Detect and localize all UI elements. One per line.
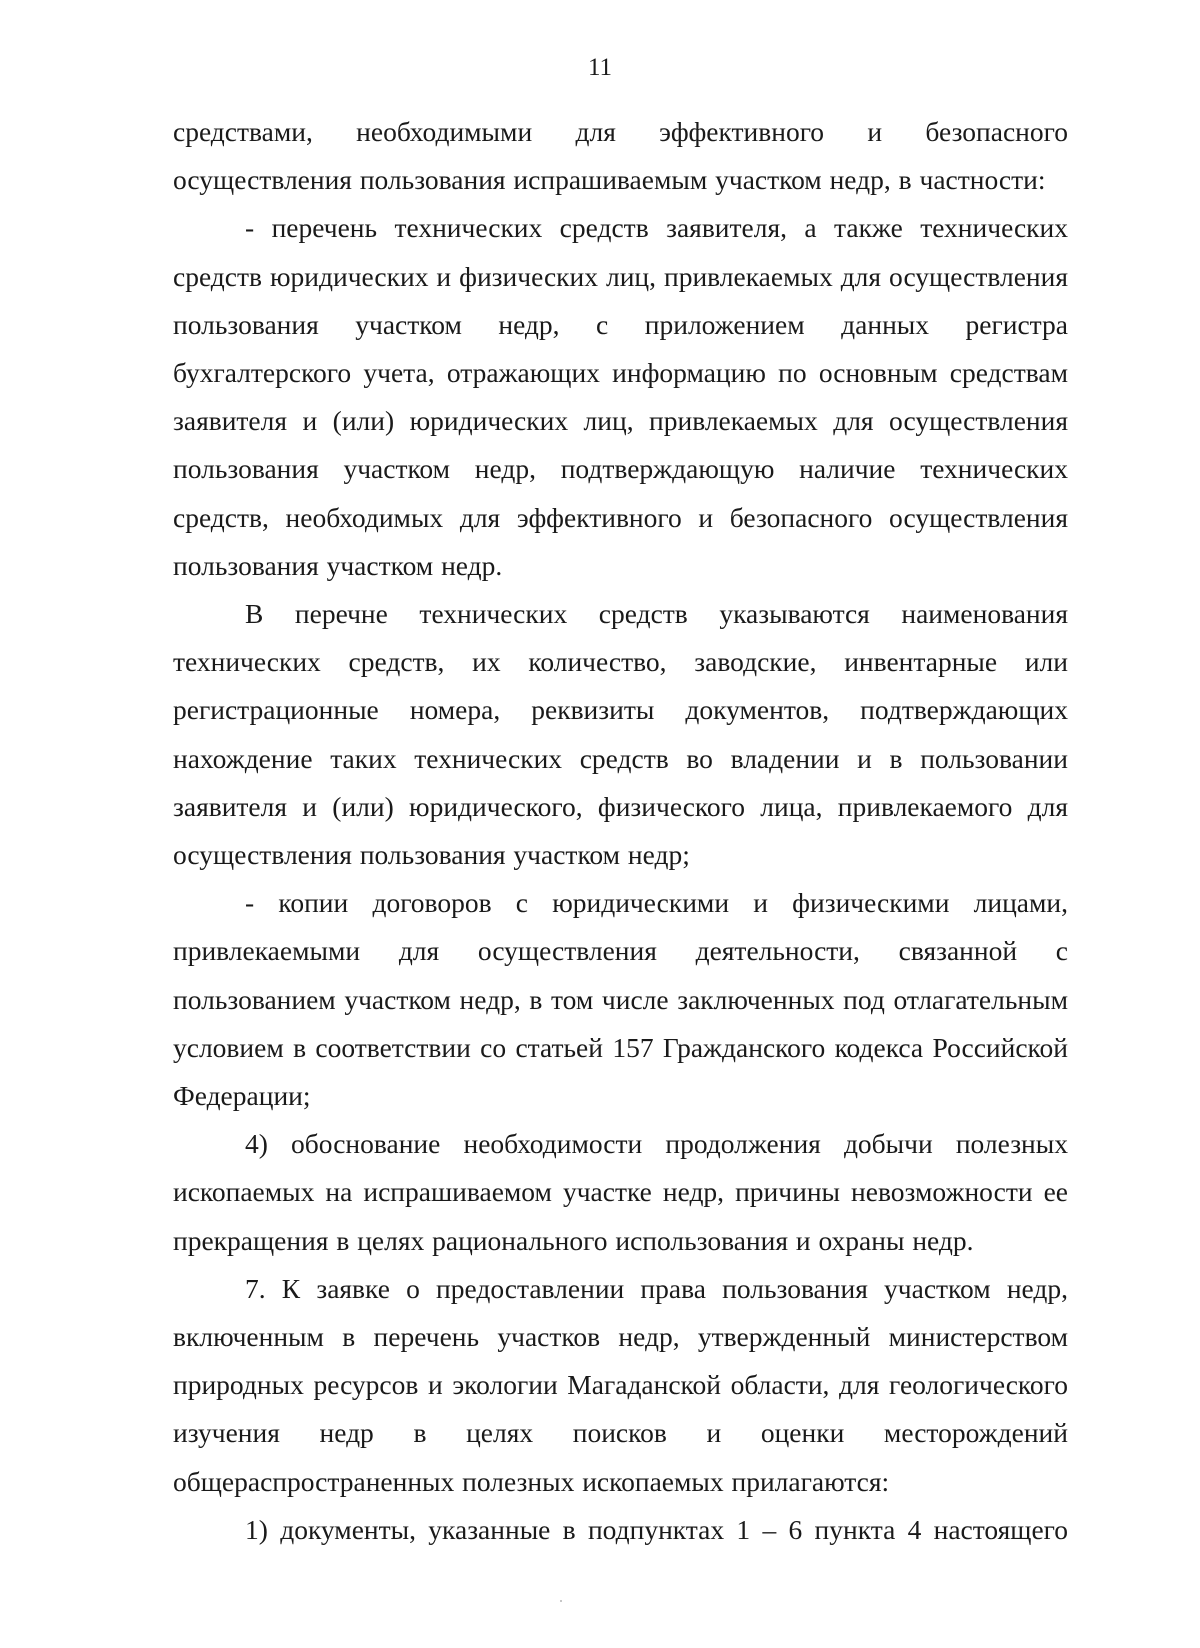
paragraph-technical-means-details: В перечне технических средств указываются наименования технических средств, их количество, заводские, инвентарные или регистрационные номера, реквизиты документов, подтверждающих нахождение таких технических средств во владении и в пользовании заявителя и (или) юридического, физического лица, привлекаемого для осуществления пользования участком недр;	[173, 598, 1068, 871]
paragraph-item-1-documents: 1) документы, указанные в подпунктах 1 – 6 пункта 4 настоящего	[245, 1513, 1068, 1545]
paragraph-section-7: 7. К заявке о предоставлении права пользования участком недр, включенным в перечень участков недр, утвержденный министерством природных ресурсов и экологии Магаданской области, для геологического изучения недр в целях поисков и оценки месторождений общераспространенных полезных ископаемых прилагаются:	[173, 1272, 1068, 1497]
document-body	[173, 108, 1068, 1554]
paragraph-technical-means-list: - перечень технических средств заявителя, а также технических средств юридических и физических лиц, привлекаемых для осуществления пользования участком недр, с приложением данных регистра бухгалтерского учета, отражающих информацию по основным средствам заявителя и (или) юридических лиц, привлекаемых для осуществления пользования участком недр, подтверждающую наличие технических средств, необходимых для эффективного и безопасного осуществления пользования участком недр.	[173, 212, 1068, 581]
paragraph-contract-copies: - копии договоров с юридическими и физическими лицами, привлекаемыми для осуществления деятельности, связанной с пользованием участком недр, в том числе заключенных под отлагательным условием в соответствии со статьей 157 Гражданского кодекса Российской Федерации;	[173, 887, 1068, 1112]
page-number: 11	[587, 54, 613, 81]
paragraph-item-4-justification: 4) обоснование необходимости продолжения добычи полезных ископаемых на испрашиваемом участке недр, причины невозможности ее прекращения в целях рационального использования и охраны недр.	[173, 1128, 1068, 1256]
scan-artifact	[560, 1600, 562, 1602]
paragraph-technical-means-intro: средствами, необходимыми для эффективного и безопасного осуществления пользования испрашиваемым участком недр, в частности:	[173, 116, 1068, 196]
